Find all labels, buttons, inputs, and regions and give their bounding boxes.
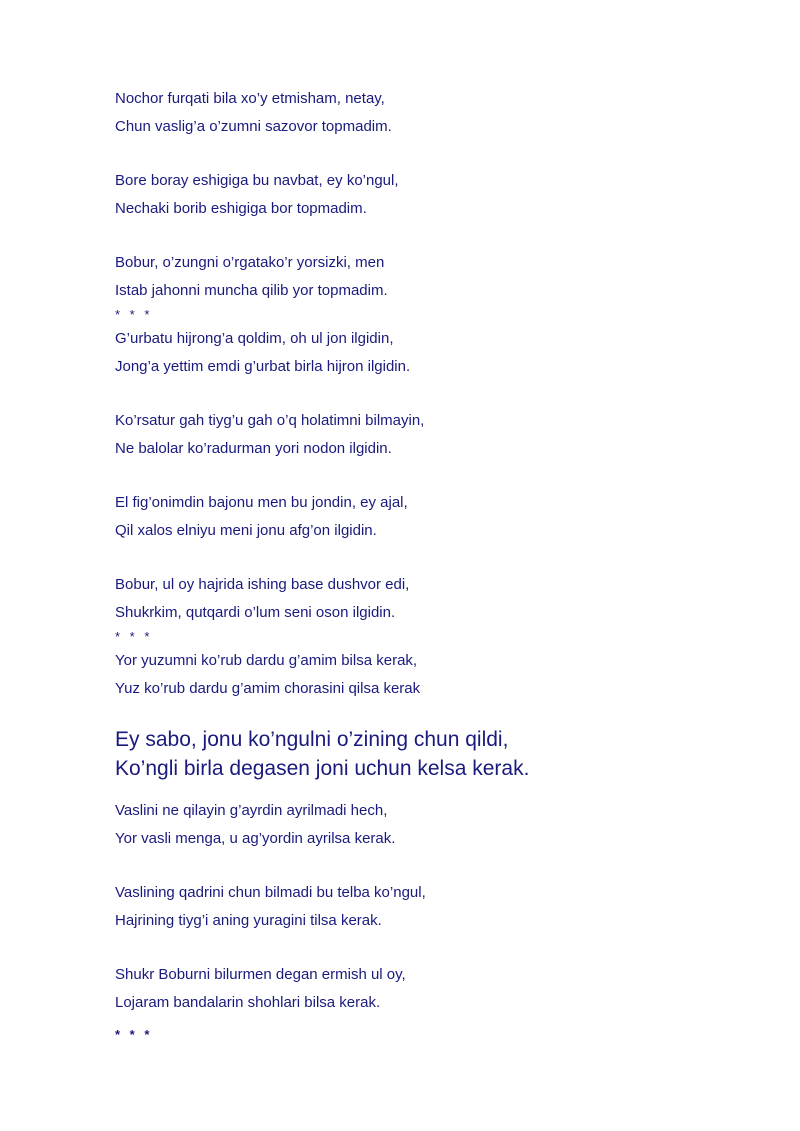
poem-line: Ko’rsatur gah tiyg’u gah o’q holatimni bilmayin, [115, 412, 425, 429]
poem-line: Chun vaslig’a o’zumni sazovor topmadim. [115, 118, 392, 135]
stanza-gap [115, 545, 775, 571]
large-stanza [115, 725, 775, 783]
poem-page [115, 85, 775, 1045]
stanza-gap [115, 463, 775, 489]
stanza-gap [115, 853, 775, 879]
poem-line: Bore boray eshigiga bu navbat, ey ko’ngul, [115, 172, 399, 189]
poem-line: Jong’a yettim emdi g’urbat birla hijron ilgidin. [115, 358, 411, 375]
stanza-gap [115, 381, 775, 407]
poem-line: G’urbatu hijrong’a qoldim, oh ul jon ilgidin, [115, 330, 394, 347]
poem-line: Qil xalos elniyu meni jonu afg’on ilgidin. [115, 522, 377, 539]
stanza-gap [115, 223, 775, 249]
poem-line: Bobur, ul oy hajrida ishing base dushvor edi, [115, 576, 410, 593]
poem-line: Shukr Boburni bilurmen degan ermish ul oy, [115, 966, 406, 983]
poem-line: Ne balolar ko’radurman yori nodon ilgidin. [115, 440, 392, 457]
poem-line: Hajrining tiyg’i aning yuragini tilsa kerak. [115, 912, 382, 929]
poem-line: Yor yuzumni ko’rub dardu g’amim bilsa kerak, [115, 652, 418, 669]
stanza-gap [115, 935, 775, 961]
stanza-gap [115, 141, 775, 167]
poem-line: Nochor furqati bila xo’y etmisham, netay, [115, 90, 385, 107]
poem-line: El fig’onimdin bajonu men bu jondin, ey ajal, [115, 494, 408, 511]
poem-line: Bobur, o’zungni o’rgatako’r yorsizki, men [115, 254, 385, 271]
section-separator: * * * [115, 1027, 153, 1042]
poem-line: Yor vasli menga, u ag’yordin ayrilsa kerak. [115, 830, 396, 847]
poem-line: Shukrkim, qutqardi o’lum seni oson ilgidin. [115, 604, 396, 621]
poem-line: Lojaram bandalarin shohlari bilsa kerak. [115, 994, 381, 1011]
section-separator: * * * [115, 307, 153, 322]
section-separator: * * * [115, 629, 153, 644]
poem-line: Yuz ko’rub dardu g’amim chorasini qilsa kerak [115, 680, 421, 697]
poem-line: Istab jahonni muncha qilib yor topmadim. [115, 282, 388, 299]
poem-line-large: Ey sabo, jonu ko’ngulni o’zining chun qildi, [115, 728, 509, 751]
poem-line: Vaslining qadrini chun bilmadi bu telba ko’ngul, [115, 884, 426, 901]
poem-line: Nechaki borib eshigiga bor topmadim. [115, 200, 367, 217]
poem-line: Vaslini ne qilayin g’ayrdin ayrilmadi hech, [115, 802, 388, 819]
poem-line-large: Ko’ngli birla degasen joni uchun kelsa kerak. [115, 757, 530, 780]
